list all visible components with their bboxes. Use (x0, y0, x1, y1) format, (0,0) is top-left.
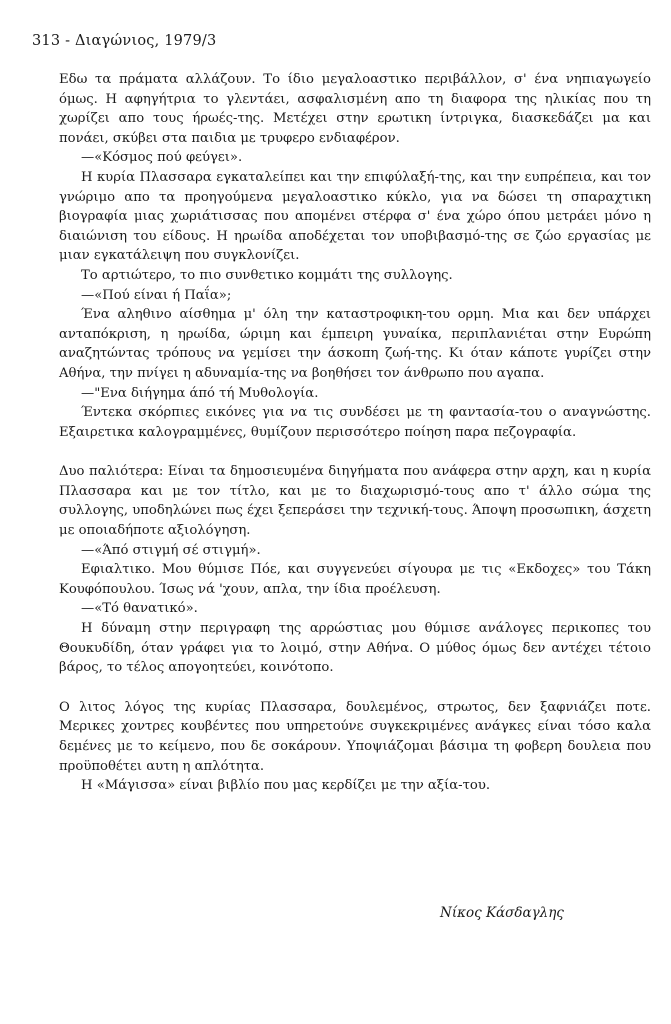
paragraph-villager: Η κυρία Πλασσαρα εγκαταλείπει και την επιφύλαξή-της, και την ευπρέπεια, και τον γνώριμο απο τα προηγούμενα μεγαλοαστικο κύκλο, για να δώσει τη σπαραχτικη βιογραφία μιας χωριάτισσας που απομένει στέρφα σ' ένα χώρο όπου μετράει μόνο η διαιώνιση του είδους. Η ηρωίδα αποδέχεται τον υποβιβασμό-της σε ζώο εργασίας με μιαν εγκατάλειψη που συγκλονίζει. (59, 169, 651, 264)
running-head: 313 - Διαγώνιος, 1979/3 (32, 33, 217, 49)
paragraph-feeling: Ένα αληθινο αίσθημα μ' όλη την καταστροφικη-του ορμη. Μια και δεν υπάρχει ανταπόκριση, η ηρωίδα, ώριμη και έμπειρη γυναίκα, περιπλανιέται στην Ευρώπη αναζητώντας τρόπους να γεμίσει την άσκοπη ζωή-της. Κι όταν κάποτε γυρίζει στην Αθήνα, την πνίγει η αδυναμία-της να βοηθήσει τον άνθρωπο που αγαπα. (59, 307, 651, 381)
paragraph-nightmarish: Εφιαλτικο. Μου θύμισε Πόε, και συγγενεύει σίγουρα με τις «Εκδοχες» του Τάκη Κουφόπουλου. Ίσως νά 'χουν, απλα, την ίδια προέλευση. (59, 562, 651, 597)
paragraph-two-older: Δυο παλιότερα: Είναι τα δημοσιευμένα διηγήματα που ανάφερα στην αρχη, και η κυρία Πλασσαρα και με τον τίτλο, και με το διαχωρισμό-τους απο τ' άλλο σώμα της συλλογης, υποδηλώνει πως έχει ξεπεράσει την τεχνική-τους. Άποψη προσωπικη, άσχετη με οποιαδήποτε αξιολόγηση. (59, 464, 651, 539)
paragraph-thucydides: Η δύναμη στην περιγραφη της αρρώστιας μου θύμισε ανάλογες περικοπες του Θουκυδίδη, όταν γράφει για το λοιμό, στην Αθήνα. Ο μύθος όμως δεν αντέχει τέτοιο βάρος, το τέλος απογοητεύει, κοινότοπο. (59, 621, 651, 676)
paragraph-style: Ο λιτος λόγος της κυρίας Πλασσαρα, δουλεμένος, στρωτος, δεν ξαφνιάζει ποτε. Μερικες χοντρες κουβέντες που υπηρετούνε συγκεκριμένες ανάγκες είναι τόσο καλα δεμένες με το κείμενο, που δε σοκάρουν. Υποψιάζομαι βάσιμα τη φοβερη δουλεια που προϋποθέτει αυτη η απλότητα. (59, 699, 651, 774)
paragraph-eleven-images: Έντεκα σκόρπιες εικόνες για να τις συνδέσει με τη φαντασία-του ο αναγνώστης. Εξαιρετικα καλογραμμένες, θυμίζουν περισσότερο ποίηση παρα πεζογραφία. (59, 405, 651, 440)
paragraph-conclusion: Η «Μάγισσα» είναι βιβλίο που μας κερδίζει με την αξία-του. (81, 778, 491, 794)
story-title-moment: —«Άπό στιγμή σέ στιγμή». (81, 542, 261, 558)
story-title-mythology: —"Ενα διήγημα άπό τή Μυθολογία. (81, 385, 319, 401)
section-gap (59, 442, 651, 462)
article-body (59, 70, 651, 796)
section-gap (59, 678, 651, 698)
paragraph-nursery: Εδω τα πράματα αλλάζουν. Το ίδιο μεγαλοαστικο περιβάλλον, σ' ένα νηπιαγωγείο όμως. Η αφηγήτρια το γλεντάει, ασφαλισμένη απο τη διαφορα της ηλικίας που τη χωρίζει απο τους ήρωές-της. Μετέχει στην ερωτικη ίντριγκα, διασκεδάζει μα και πονάει, σκύβει στα παιδια με τρυφερο ενδιαφέρον. (59, 72, 651, 146)
story-title-kosmos: —«Κόσμος πού φεύγει». (81, 150, 243, 166)
author-signature: Νίκος Κάσδαγλης (440, 905, 564, 921)
paragraph-most-complete: Το αρτιώτερο, το πιο συνθετικο κομμάτι της συλλογης. (81, 267, 453, 283)
story-title-paia: —«Πού είναι ή Παΐα»; (81, 287, 232, 303)
story-title-plague: —«Τό θανατικό». (81, 601, 198, 617)
